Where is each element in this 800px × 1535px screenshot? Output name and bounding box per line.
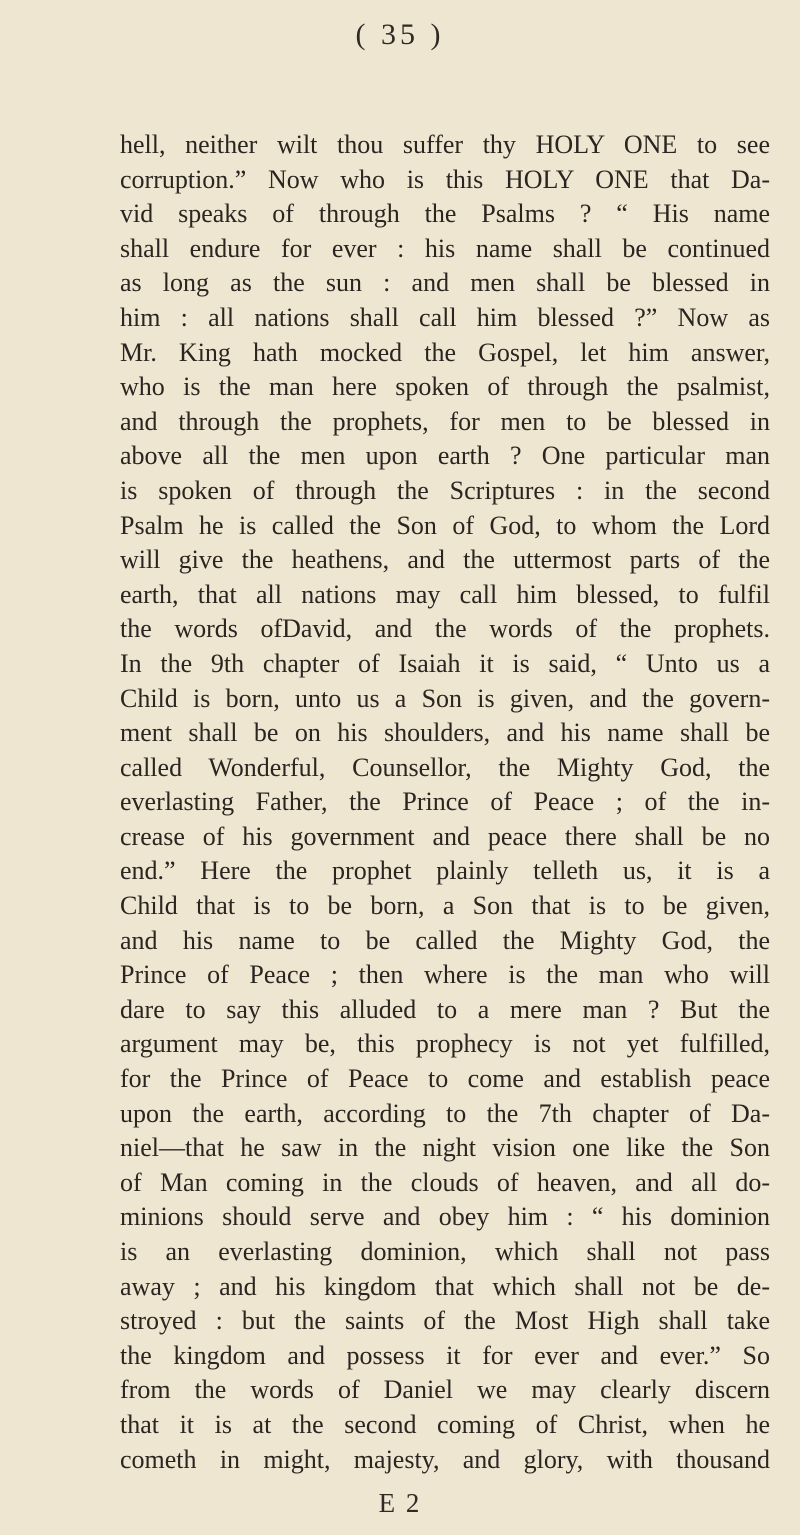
- text-line: for the Prince of Peace to come and establish peace: [120, 1064, 770, 1094]
- text-line: Child that is to be born, a Son that is to be given,: [120, 891, 770, 921]
- text-line: stroyed : but the saints of the Most High shall take: [120, 1306, 770, 1336]
- text-line: will give the heathens, and the uttermost parts of the: [120, 545, 770, 575]
- text-line: is an everlasting dominion, which shall not pass: [120, 1237, 770, 1266]
- text-line: Psalm he is called the Son of God, to whom the Lord: [120, 510, 770, 540]
- text-line: the kingdom and possess it for ever and ever.” So: [120, 1340, 770, 1370]
- text-line: ment shall be on his shoulders, and his name shall be: [120, 718, 770, 748]
- text-line: upon the earth, according to the 7th chapter of Da-: [120, 1098, 770, 1128]
- text-line: and through the prophets, for men to be blessed in: [120, 406, 770, 436]
- text-line: earth, that all nations may call him blessed, to fulfil: [120, 579, 770, 609]
- text-line: cometh in might, majesty, and glory, with thousand: [120, 1444, 770, 1474]
- page-number: ( 35 ): [355, 18, 445, 51]
- text-line: and his name to be called the Mighty God, the: [120, 925, 770, 955]
- text-line: the words ofDavid, and the words of the prophets.: [120, 614, 770, 644]
- text-line: niel—that he saw in the night vision one like the Son: [120, 1133, 770, 1163]
- text-line: as long as the sun : and men shall be blessed in: [120, 268, 770, 298]
- text-line: crease of his government and peace there shall be no: [120, 821, 770, 851]
- signature-mark: E 2: [378, 1488, 422, 1518]
- text-line: away ; and his kingdom that which shall not be de-: [120, 1271, 770, 1301]
- text-line: from the words of Daniel we may clearly discern: [120, 1375, 770, 1405]
- text-line: Child is born, unto us a Son is given, and the govern-: [120, 683, 770, 713]
- text-line: above all the men upon earth ? One particular man: [120, 441, 770, 471]
- text-line: who is the man here spoken of through the psalmist,: [120, 372, 770, 402]
- text-line: him : all nations shall call him blessed ?” Now as: [120, 302, 770, 332]
- body-text: [120, 128, 770, 1477]
- text-line: that it is at the second coming of Christ, when he: [120, 1409, 770, 1439]
- text-line: end.” Here the prophet plainly telleth us, it is a: [120, 856, 770, 886]
- text-line: Prince of Peace ; then where is the man who will: [120, 960, 770, 990]
- text-line: In the 9th chapter of Isaiah it is said, “ Unto us a: [120, 648, 770, 678]
- text-line: everlasting Father, the Prince of Peace ; of the in-: [120, 787, 770, 817]
- text-line: hell, neither wilt thou suffer thy HOLY ONE to see: [120, 130, 770, 159]
- text-line: Mr. King hath mocked the Gospel, let him answer,: [120, 337, 770, 367]
- text-line: vid speaks of through the Psalms ? “ His name: [120, 199, 770, 229]
- text-line: corruption.” Now who is this HOLY ONE that Da-: [120, 164, 770, 194]
- text-line: shall endure for ever : his name shall be continued: [120, 233, 770, 263]
- text-line: called Wonderful, Counsellor, the Mighty God, the: [120, 752, 770, 782]
- text-line: minions should serve and obey him : “ his dominion: [120, 1202, 770, 1232]
- text-line: dare to say this alluded to a mere man ? But the: [120, 994, 770, 1024]
- text-line: argument may be, this prophecy is not yet fulfilled,: [120, 1029, 770, 1059]
- text-line: is spoken of through the Scriptures : in the second: [120, 475, 770, 505]
- text-line: of Man coming in the clouds of heaven, and all do-: [120, 1167, 770, 1197]
